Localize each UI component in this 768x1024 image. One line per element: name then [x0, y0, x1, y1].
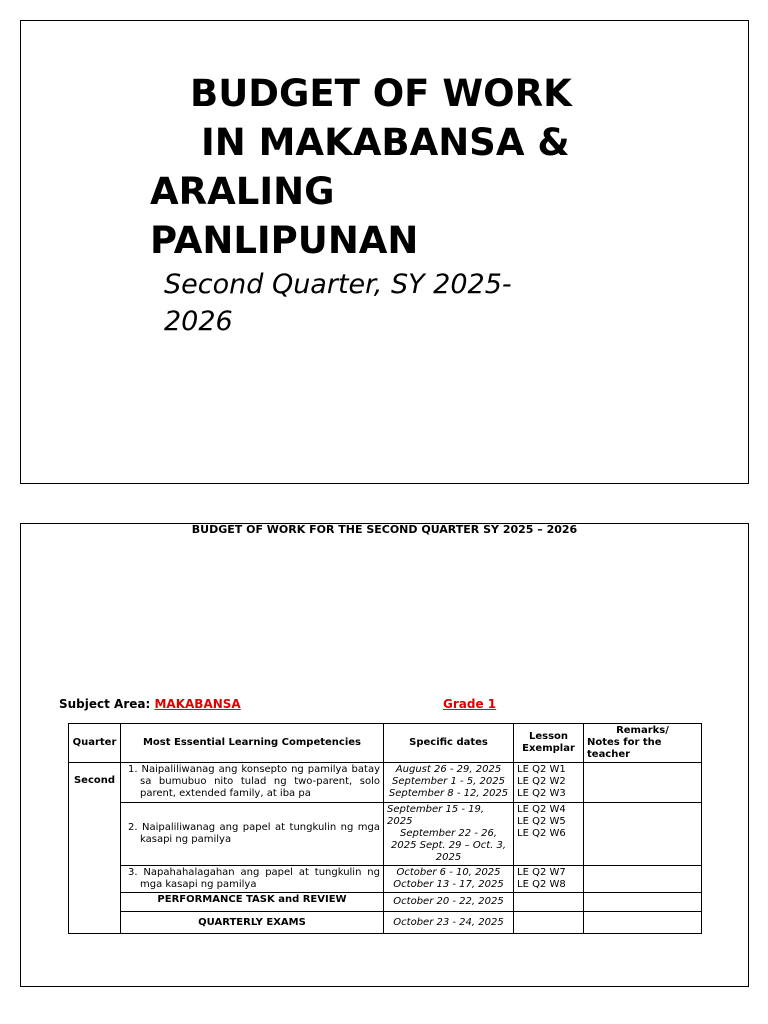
bow-header: BUDGET OF WORK FOR THE SECOND QUARTER SY 2025 – 2026: [191, 523, 578, 536]
date-line: September 1 - 5, 2025: [392, 776, 505, 787]
subject-area: [59, 697, 241, 711]
col-quarter: Quarter: [69, 724, 121, 763]
competency-cell: [121, 866, 384, 893]
col-remarks: [584, 724, 702, 763]
date-line: September 8 - 12, 2025: [388, 788, 509, 799]
dates-cell: [384, 866, 514, 893]
competency-text: 2. Naipaliliwanag ang papel at tungkulin ng mga kasapi ng pamilya: [128, 822, 380, 845]
date-line: October 6 - 10, 2025: [396, 867, 501, 878]
lesson-line: LE Q2 W7: [517, 867, 566, 878]
performance-task-label: PERFORMANCE TASK and REVIEW: [121, 893, 384, 912]
remarks-cell: [584, 866, 702, 893]
lesson-line: LE Q2 W4: [517, 804, 566, 815]
competency-text: 3. Napahahalagahan ang papel at tungkulin ng mga kasapi ng pamilya: [128, 867, 380, 890]
lesson-cell: [514, 803, 584, 866]
lesson-cell: [514, 866, 584, 893]
remarks-cell: [584, 803, 702, 866]
date-line: September 15 - 19, 2025: [387, 804, 485, 827]
col-competencies: Most Essential Learning Competencies: [121, 724, 384, 763]
cover-subtitle-line-1: Second Quarter, SY 2025-: [164, 269, 512, 300]
remarks-cell: [584, 893, 702, 912]
cover-title-line-2: IN MAKABANSA &: [201, 121, 570, 164]
col-remarks-line-3: teacher: [587, 749, 631, 760]
budget-of-work-page: [20, 523, 749, 987]
col-lesson: [514, 724, 584, 763]
cover-title-line-1: BUDGET OF WORK: [190, 72, 572, 115]
table-row: [69, 763, 702, 803]
subject-area-label: Subject Area:: [59, 697, 155, 711]
lesson-line: LE Q2 W3: [517, 788, 566, 799]
col-remarks-line-1: Remarks/: [616, 725, 669, 736]
date-line: October 13 - 17, 2025: [393, 879, 504, 890]
table-row: [69, 803, 702, 866]
quarter-cell: Second: [69, 763, 121, 934]
lesson-line: LE Q2 W8: [517, 879, 566, 890]
competency-cell: [121, 763, 384, 803]
competency-cell: [121, 803, 384, 866]
cover-title-line-3: ARALING: [150, 170, 335, 213]
col-dates: Specific dates: [384, 724, 514, 763]
dates-cell: [384, 763, 514, 803]
performance-task-dates: October 20 - 22, 2025: [384, 893, 514, 912]
budget-table: [68, 723, 702, 934]
subject-area-value: MAKABANSA: [154, 697, 241, 711]
cover-subtitle-line-2: 2026: [164, 306, 233, 337]
competency-text: 1. Naipaliliwanag ang konsepto ng pamilya batay sa bumubuo nito tulad ng two-parent, solo parent, extended family, at iba pa: [128, 764, 380, 799]
table-row: [69, 866, 702, 893]
grade-label: Grade 1: [443, 697, 497, 711]
cover-title-line-4: PANLIPUNAN: [150, 219, 419, 262]
cover-page: [20, 20, 749, 484]
col-remarks-line-2: Notes for the: [587, 737, 662, 748]
dates-cell: [384, 803, 514, 866]
col-lesson-line-2: Exemplar: [522, 743, 575, 754]
table-row: [69, 912, 702, 934]
lesson-line: LE Q2 W2: [517, 776, 566, 787]
lesson-line: LE Q2 W5: [517, 816, 566, 827]
date-line: September 22 - 26, 2025 Sept. 29 – Oct. 3, 2025: [390, 828, 507, 863]
lesson-cell: [514, 893, 584, 912]
table-header-row: [69, 724, 702, 763]
remarks-cell: [584, 763, 702, 803]
lesson-line: LE Q2 W6: [517, 828, 566, 839]
lesson-cell: [514, 763, 584, 803]
table-row: [69, 893, 702, 912]
quarterly-exams-label: QUARTERLY EXAMS: [121, 912, 384, 934]
date-line: August 26 - 29, 2025: [395, 764, 502, 775]
quarterly-exams-dates: October 23 - 24, 2025: [384, 912, 514, 934]
remarks-cell: [584, 912, 702, 934]
lesson-cell: [514, 912, 584, 934]
col-lesson-line-1: Lesson: [528, 731, 569, 742]
lesson-line: LE Q2 W1: [517, 764, 566, 775]
